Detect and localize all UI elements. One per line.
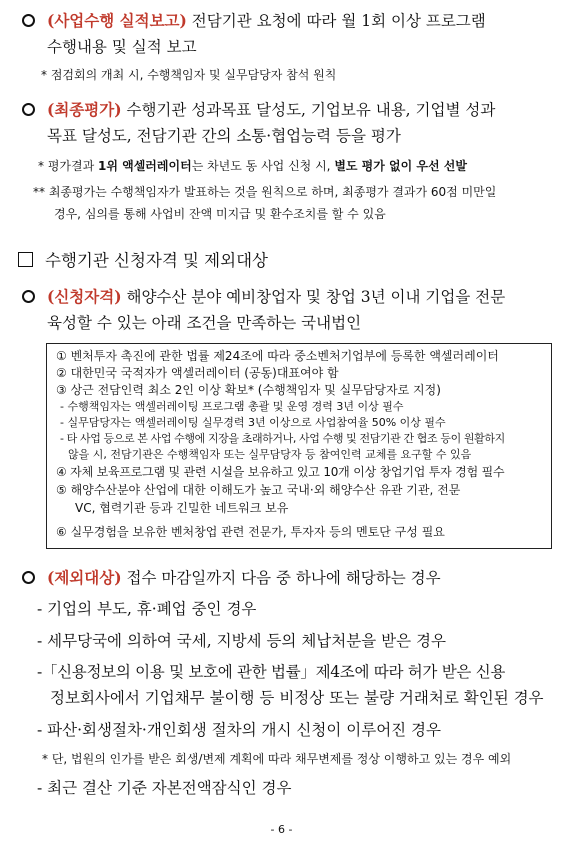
circle-bullet-icon — [22, 290, 35, 303]
circle-bullet-icon — [22, 14, 35, 27]
exclusion-item: - 세무당국에 의하여 국세, 지방세 등의 체납처분을 받은 경우 — [37, 632, 446, 650]
condition-subitem: - 수행책임자는 액셀러레이팅 프로그램 총괄 및 운영 경력 3년 이상 필수 — [60, 400, 404, 413]
sec2-item2-line1 — [22, 566, 441, 588]
condition-item: ④ 자체 보육프로그램 및 관련 시설을 보유하고 있고 10개 이상 창업기업 투자 경험 필수 — [56, 465, 505, 479]
circle-bullet-icon — [22, 103, 35, 116]
sec1-note1: * 점검회의 개최 시, 수행책임자 및 실무담당자 참석 원칙 — [41, 68, 337, 82]
note2-bold-2: 별도 평가 없이 우선 선발 — [334, 159, 467, 173]
sec1-item2-text: 수행기관 성과목표 달성도, 기업보유 내용, 기업별 성과 — [121, 101, 496, 119]
sec2-item2-text: 접수 마감일까지 다음 중 하나에 해당하는 경우 — [121, 569, 441, 587]
sec1-note3-line2: 경우, 심의를 통해 사업비 잔액 미지급 및 환수조치를 할 수 있음 — [54, 207, 386, 221]
condition-item: ① 벤처투자 촉진에 관한 법률 제24조에 따라 중소벤처기업부에 등록한 액셀러레이터 — [56, 349, 499, 363]
sec1-item2-line2: 목표 달성도, 전담기관 간의 소통·협업능력 등을 평가 — [47, 127, 401, 145]
sec1-item2-line1 — [22, 98, 495, 120]
sec1-item1-line2: 수행내용 및 실적 보고 — [47, 38, 197, 56]
exclusion-item: -「신용정보의 이용 및 보호에 관한 법률」제4조에 따라 허가 받은 신용 — [37, 663, 506, 681]
sec2-item1-line1 — [22, 285, 505, 307]
condition-subitem: - 타 사업 등으로 본 사업 수행에 지장을 초래하거나, 사업 수행 및 전담기관 간 협조 등이 원활하지 — [60, 432, 505, 445]
sec1-note3-line1: ** 최종평가는 수행책임자가 발표하는 것을 원칙으로 하며, 최종평가 결과가 60점 미만일 — [33, 185, 497, 199]
condition-subitem: - 실무담당자는 액셀러레이팅 실무경력 3년 이상으로 사업참여율 50% 이상 필수 — [60, 416, 446, 429]
condition-subitem-cont: 않을 시, 전담기관은 수행책임자 또는 실무담당자 등 참여인력 교체를 요구할 수 있음 — [68, 448, 472, 461]
sec2-heading — [18, 247, 268, 271]
note2-middle: 는 차년도 동 사업 신청 시, — [191, 159, 335, 173]
exclusion-note: * 단, 법원의 인가를 받은 회생/변제 계획에 따라 채무변제를 정상 이행하고 있는 경우 예외 — [42, 752, 512, 766]
exclusion-item: - 파산·회생절차·개인회생 절차의 개시 신청이 이루어진 경우 — [37, 721, 442, 739]
square-bullet-icon — [18, 252, 33, 267]
note2-bold-1: 1위 액셀러레이터 — [98, 159, 192, 173]
condition-item-cont: VC, 협력기관 등과 긴밀한 네트워크 보유 — [75, 501, 289, 515]
sec2-heading-text: 수행기관 신청자격 및 제외대상 — [45, 251, 268, 270]
sec1-item1-text: 전담기관 요청에 따라 월 1회 이상 프로그램 — [186, 12, 486, 30]
sec1-item1-label: (사업수행 실적보고) — [47, 11, 187, 30]
exclusion-item: - 최근 결산 기준 자본전액잠식인 경우 — [37, 779, 292, 797]
conditions-box — [46, 343, 552, 549]
sec1-item2-label: (최종평가) — [47, 100, 122, 119]
sec2-item1-label: (신청자격) — [47, 287, 122, 306]
circle-bullet-icon — [22, 571, 35, 584]
sec1-note2 — [38, 157, 467, 174]
condition-item: ⑥ 실무경험을 보유한 벤처창업 관련 전문가, 투자자 등의 멘토단 구성 필요 — [56, 525, 445, 539]
condition-item: ⑤ 해양수산분야 산업에 대한 이해도가 높고 국내·외 해양수산 유관 기관, 전문 — [56, 483, 461, 497]
condition-item: ③ 상근 전담인력 최소 2인 이상 확보* (수행책임자 및 실무담당자로 지정) — [56, 383, 441, 397]
page-number: - 6 - — [270, 823, 293, 836]
condition-item: ② 대한민국 국적자가 액셀러레이터 (공동)대표여야 함 — [56, 366, 339, 380]
sec2-item2-label: (제외대상) — [47, 568, 122, 587]
sec1-item1-line1 — [22, 9, 486, 31]
note2-prefix: * 평가결과 — [38, 159, 98, 173]
sec2-item1-text: 해양수산 분야 예비창업자 및 창업 3년 이내 기업을 전문 — [121, 288, 506, 306]
sec2-item1-line2: 육성할 수 있는 아래 조건을 만족하는 국내법인 — [47, 314, 362, 332]
exclusion-item: - 기업의 부도, 휴·폐업 중인 경우 — [37, 600, 257, 618]
exclusion-item-cont: 정보회사에서 기업채무 불이행 등 비정상 또는 불량 거래처로 확인된 경우 — [50, 689, 544, 707]
